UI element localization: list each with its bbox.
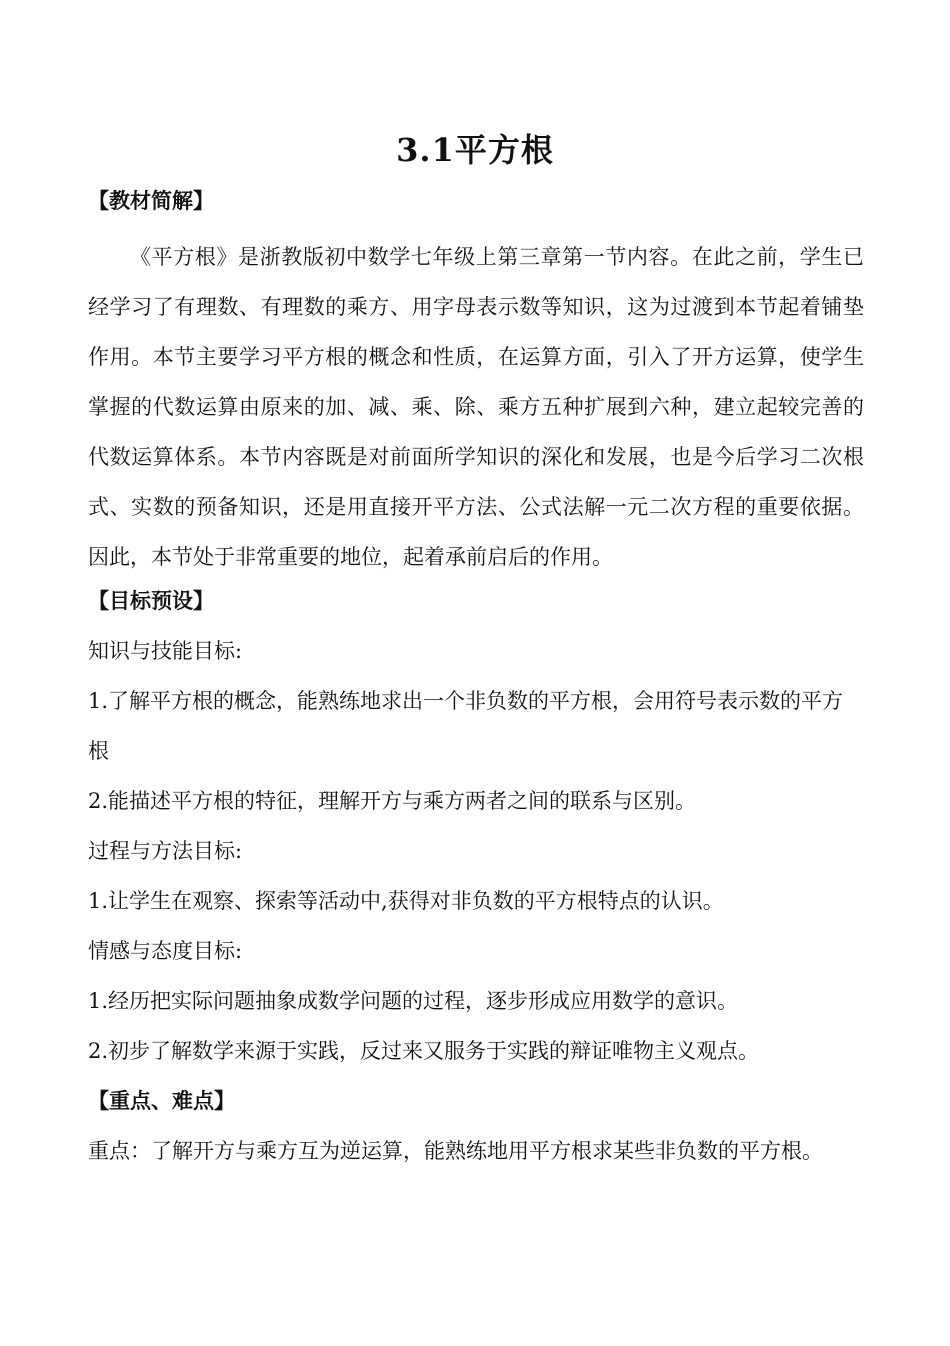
section-heading-key-points: 【重点、难点】 bbox=[88, 1088, 235, 1113]
emotion-goal-2: 2.初步了解数学来源于实践，反过来又服务于实践的辩证唯物主义观点。 bbox=[88, 1039, 760, 1063]
emotion-goal-1: 1.经历把实际问题抽象成数学问题的过程，逐步形成应用数学的意识。 bbox=[88, 989, 739, 1013]
intro-paragraph: 《平方根》是浙教版初中数学七年级上第三章第一节内容。在此之前，学生已经学习了有理数、有理数的乘方、用字母表示数等知识，这为过渡到本节起着铺垫作用。本节主要学习平方根的概念和性质，在运算方面，引入了开方运算，使学生掌握的代数运算由原来的加、减、乘、除、乘方五种扩展到六种，建立起较完善的代数运算体系。本节内容既是对前面所学知识的深化和发展，也是今后学习二次根式、实数的预备知识，还是用直接开平方法、公式法解一元二次方程的重要依据。因此，本节处于非常重要的地位，起着承前启后的作用。 bbox=[88, 245, 864, 569]
process-goals-label: 过程与方法目标: bbox=[88, 839, 243, 863]
process-goal-1: 1.让学生在观察、探索等活动中,获得对非负数的平方根特点的认识。 bbox=[88, 889, 724, 913]
page-title: 3.1平方根 bbox=[396, 131, 554, 169]
knowledge-goals-label: 知识与技能目标: bbox=[88, 639, 243, 663]
key-point: 重点：了解开方与乘方互为逆运算，能熟练地用平方根求某些非负数的平方根。 bbox=[88, 1139, 823, 1163]
section-heading-goals: 【目标预设】 bbox=[88, 588, 214, 613]
emotion-goals-label: 情感与态度目标: bbox=[88, 939, 243, 963]
section-heading-intro: 【教材简解】 bbox=[88, 188, 214, 213]
knowledge-goal-1: 1.了解平方根的概念，能熟练地求出一个非负数的平方根，会用符号表示数的平方根 bbox=[88, 689, 844, 763]
knowledge-goal-2: 2.能描述平方根的特征，理解开方与乘方两者之间的联系与区别。 bbox=[88, 789, 697, 813]
document-body bbox=[88, 182, 864, 1182]
